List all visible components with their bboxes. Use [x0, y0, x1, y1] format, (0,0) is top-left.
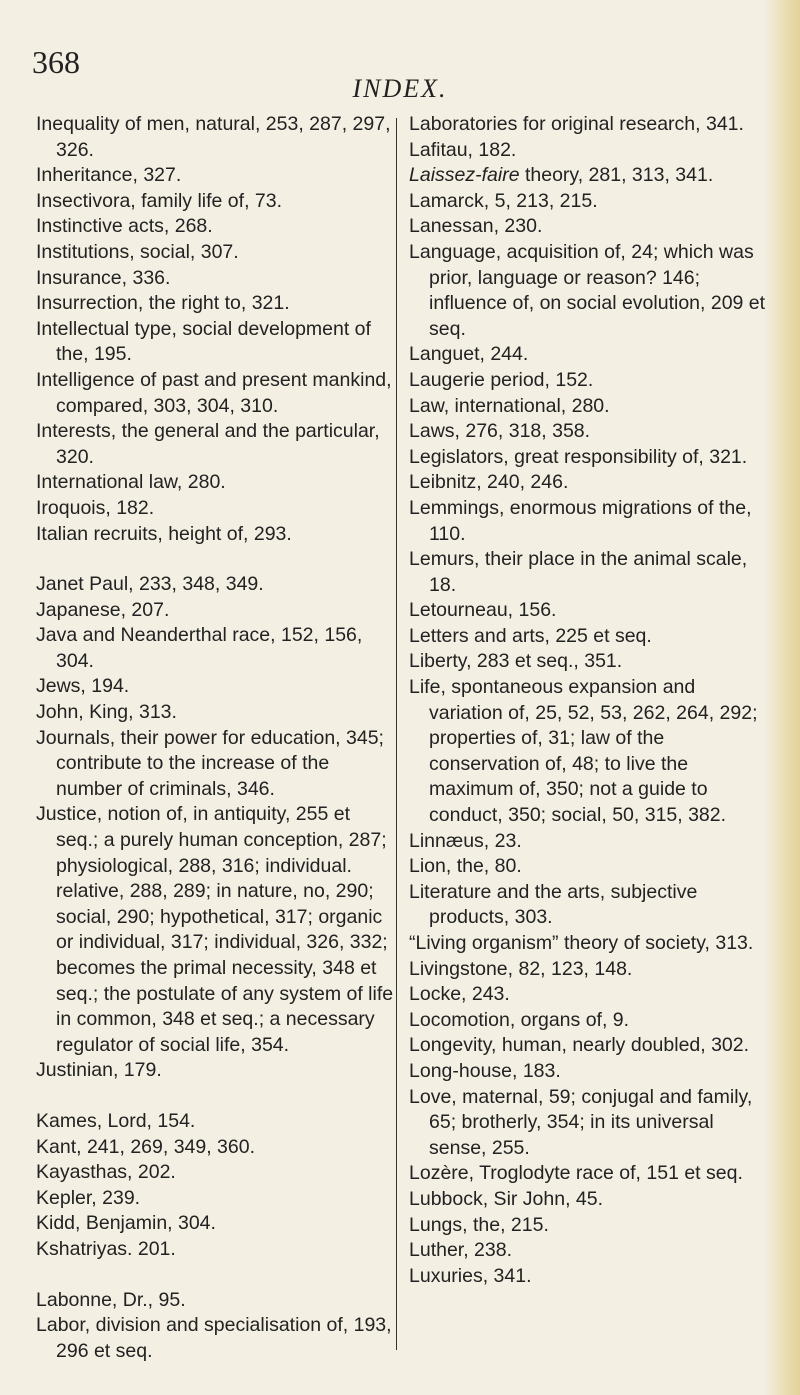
index-entry-text: Leibnitz, 240, 246.	[409, 471, 569, 494]
index-entry-text: Lamarck, 5, 213, 215.	[409, 189, 598, 212]
index-entry	[36, 163, 396, 189]
index-entry-text: Jews, 194.	[36, 675, 130, 698]
index-entry	[36, 726, 396, 803]
index-entry-text: Locke, 243.	[409, 983, 510, 1006]
index-entry	[409, 342, 769, 368]
index-entry-text: Kant, 241, 269, 349, 360.	[36, 1135, 256, 1158]
index-entry	[409, 1213, 769, 1239]
index-entry-text: Long-house, 183.	[409, 1059, 561, 1082]
index-entry	[36, 1135, 396, 1161]
index-entry	[409, 931, 769, 957]
index-entry	[409, 598, 769, 624]
index-entry-text: Janet Paul, 233, 348, 349.	[36, 573, 264, 596]
index-entry-text: Justice, notion of, in antiquity, 255 et seq.; a purely human conception, 287; physiological, 288, 316; individual. relative, 288, 289; in nature, no, 290; social, 290; hypothetical, 317; organic or individual, 317; individual, 326, 332; becomes the primal necessity, 348 et seq.; the postulate of any system of life in common, 348 et seq.; a necessary regulator of social life, 354.	[36, 803, 394, 1056]
index-entry-text: Inheritance, 327.	[36, 164, 182, 187]
index-entry-text: Lozère, Troglodyte race of, 151 et seq.	[409, 1162, 743, 1185]
index-entry-text: Laugerie period, 152.	[409, 368, 594, 391]
index-entry	[409, 240, 769, 342]
index-entry	[36, 266, 396, 292]
index-entry	[36, 1186, 396, 1212]
index-entry	[409, 470, 769, 496]
index-entry	[409, 112, 769, 138]
index-entry-text: Inequality of men, natural, 253, 287, 297, 326.	[36, 113, 391, 161]
index-entry	[409, 1264, 769, 1290]
index-entry	[36, 1160, 396, 1186]
index-entry-text: Laws, 276, 318, 358.	[409, 420, 591, 443]
index-entry-text: Italian recruits, height of, 293.	[36, 522, 292, 545]
index-entry-text: Life, spontaneous expansion and variation of, 25, 52, 53, 262, 264, 292; properties of, 31; law of the conservation of, 48; to live the maximum of, 350; not a guide to conduct, 350; social, 50, 315, 382.	[409, 676, 758, 827]
index-entry	[36, 572, 396, 598]
index-entry	[36, 1288, 396, 1314]
index-entry-text: Justinian, 179.	[36, 1059, 162, 1082]
index-entry-text: Interests, the general and the particular, 320.	[36, 420, 380, 468]
index-entry-text: John, King, 313.	[36, 701, 177, 724]
index-column-left	[36, 112, 396, 1364]
index-entry	[409, 1008, 769, 1034]
index-entry-text: Lubbock, Sir John, 45.	[409, 1187, 604, 1210]
index-entry	[409, 854, 769, 880]
index-entry-text: Insectivora, family life of, 73.	[36, 189, 283, 212]
index-entry	[409, 1033, 769, 1059]
index-entry-text: Kepler, 239.	[36, 1186, 141, 1209]
index-entry-text: Letters and arts, 225 et seq.	[409, 624, 652, 647]
index-entry	[409, 649, 769, 675]
index-entry	[409, 1187, 769, 1213]
index-entry	[36, 470, 396, 496]
index-entry-text: Kayasthas, 202.	[36, 1161, 176, 1184]
index-entry	[409, 189, 769, 215]
index-entry-text: International law, 280.	[36, 471, 226, 494]
index-entry	[36, 802, 396, 1058]
index-entry	[36, 700, 396, 726]
index-entry	[409, 829, 769, 855]
index-entry	[36, 368, 396, 419]
index-entry	[36, 291, 396, 317]
index-entry	[409, 496, 769, 547]
index-entry-text: Insurrection, the right to, 321.	[36, 292, 290, 315]
index-entry-text: Lemurs, their place in the animal scale, 18.	[409, 548, 748, 596]
index-entry	[36, 496, 396, 522]
index-entry	[36, 674, 396, 700]
index-entry	[36, 1058, 396, 1084]
index-entry	[409, 957, 769, 983]
index-entry	[36, 1237, 396, 1263]
index-entry	[409, 880, 769, 931]
index-entry-text: Kidd, Benjamin, 304.	[36, 1212, 216, 1235]
index-entry-text: Lungs, the, 215.	[409, 1213, 549, 1236]
index-entry	[36, 623, 396, 674]
index-entry	[36, 419, 396, 470]
index-entry-text: Labor, division and specialisation of, 193, 296 et seq.	[36, 1314, 392, 1362]
index-entry	[36, 189, 396, 215]
page-number: 368	[32, 44, 80, 80]
index-entry	[409, 419, 769, 445]
index-column-right	[409, 112, 769, 1289]
index-entry-text: Language, acquisition of, 24; which was prior, language or reason? 146; influence of, on social evolution, 209 et seq.	[409, 240, 766, 340]
index-entry	[409, 982, 769, 1008]
index-entry-text: Iroquois, 182.	[36, 496, 155, 519]
index-entry	[409, 1085, 769, 1162]
page-edge-shadow	[764, 0, 800, 1395]
index-entry-text: Linnæus, 23.	[409, 829, 522, 852]
index-entry	[36, 214, 396, 240]
index-entry-text: Laboratories for original research, 341.	[409, 113, 744, 135]
index-entry-italic-term: Laissez-faire	[409, 164, 520, 187]
index-entry	[409, 547, 769, 598]
index-entry-text: Legislators, great responsibility of, 321.	[409, 445, 748, 468]
index-entry	[409, 1059, 769, 1085]
page-header	[0, 44, 800, 104]
index-entry	[36, 1313, 396, 1364]
running-head: INDEX.	[352, 74, 448, 103]
index-entry	[36, 598, 396, 624]
index-entry-text: Java and Neanderthal race, 152, 156, 304.	[36, 624, 363, 672]
index-entry	[36, 1109, 396, 1135]
index-entry-text: Intellectual type, social development of the, 195.	[36, 317, 371, 366]
index-entry-text: Kames, Lord, 154.	[36, 1109, 196, 1132]
index-entry	[36, 522, 396, 548]
index-entry-text: Institutions, social, 307.	[36, 240, 239, 263]
index-entry-text: Livingstone, 82, 123, 148.	[409, 957, 633, 980]
index-entry-text: Labonne, Dr., 95.	[36, 1288, 186, 1311]
index-entry	[36, 1211, 396, 1237]
index-entry-text: Insurance, 336.	[36, 266, 171, 289]
index-entry	[36, 317, 396, 368]
index-entry	[409, 675, 769, 829]
index-entry-text: Lemmings, enormous migrations of the, 110.	[409, 496, 752, 545]
index-entry-text: Luther, 238.	[409, 1239, 513, 1262]
index-entry	[409, 1161, 769, 1187]
index-entry-text: Lafitau, 182.	[409, 138, 517, 161]
index-entry-text: Law, international, 280.	[409, 394, 610, 417]
index-entry	[36, 112, 396, 163]
index-entry	[36, 240, 396, 266]
index-entry-text: Languet, 244.	[409, 343, 529, 366]
index-entry	[409, 394, 769, 420]
index-entry-text: Luxuries, 341.	[409, 1264, 532, 1287]
index-entry-text: Letourneau, 156.	[409, 599, 557, 622]
index-entry-text: “Living organism” theory of society, 313.	[409, 932, 754, 954]
index-entry-text: Longevity, human, nearly doubled, 302.	[409, 1034, 750, 1057]
index-entry	[409, 368, 769, 394]
index-entry	[409, 624, 769, 650]
index-entry	[409, 138, 769, 164]
index-entry-text: Intelligence of past and present mankind, compared, 303, 304, 310.	[36, 368, 392, 417]
index-entry-text: Locomotion, organs of, 9.	[409, 1008, 630, 1031]
index-entry-text: Literature and the arts, subjective products, 303.	[409, 880, 698, 929]
index-entry-text: Love, maternal, 59; conjugal and family, 65; brotherly, 354; in its universal sense, 255.	[409, 1085, 753, 1159]
column-divider	[396, 118, 397, 1350]
index-entry-text: Lanessan, 230.	[409, 215, 543, 238]
index-entry	[409, 1238, 769, 1264]
index-entry	[409, 214, 769, 240]
index-entry-text: Journals, their power for education, 345; contribute to the increase of the number of criminals, 346.	[36, 726, 384, 800]
index-entry	[409, 445, 769, 471]
index-entry-text: Instinctive acts, 268.	[36, 215, 213, 238]
index-entry-text: theory, 281, 313, 341.	[519, 164, 714, 187]
index-entry	[409, 163, 769, 189]
index-entry-text: Japanese, 207.	[36, 598, 170, 621]
index-entry-text: Kshatriyas. 201.	[36, 1237, 176, 1260]
index-entry-text: Liberty, 283 et seq., 351.	[409, 650, 623, 673]
index-entry-text: Lion, the, 80.	[409, 855, 522, 878]
